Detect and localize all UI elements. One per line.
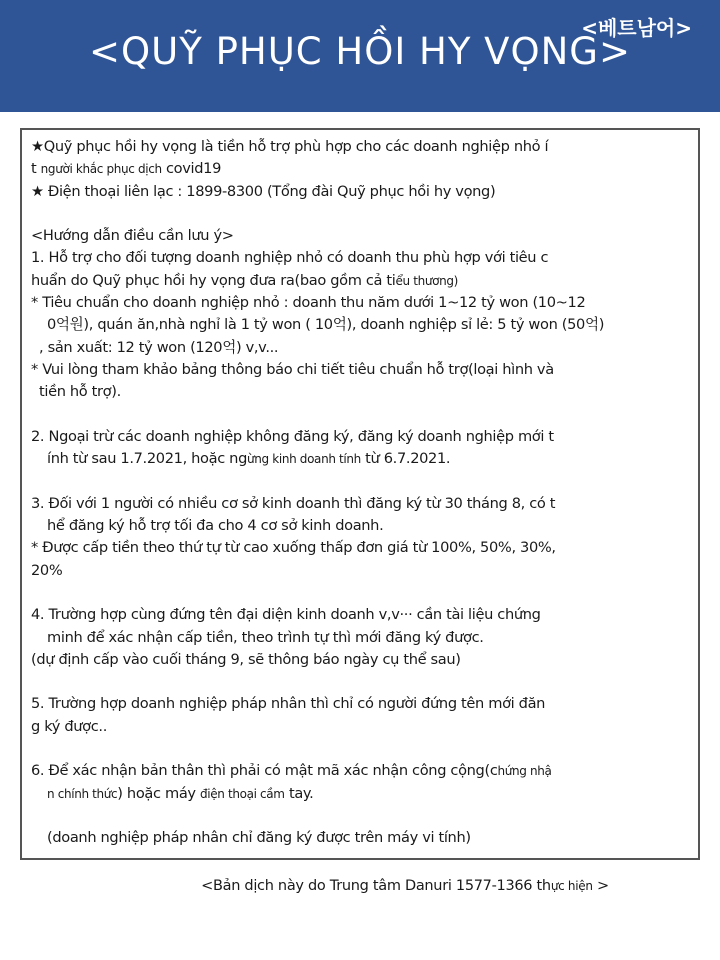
spacer — [31, 203, 690, 225]
item3-line-2: hể đăng ký hỗ trợ tối đa cho 4 cơ sở kinh doanh. — [47, 517, 384, 535]
intro-line-1: ★Quỹ phục hồi hy vọng là tiền hỗ trợ phù hợp cho các doanh nghiệp nhỏ í — [31, 138, 549, 155]
notice-content-box — [20, 128, 700, 860]
intro-line-2-b: người khắc phục dịch — [40, 162, 162, 177]
item4-line-2: minh để xác nhận cấp tiền, theo trình tự thì mới đăng ký được. — [47, 628, 484, 646]
item1-note1-line-3: , sản xuất: 12 tỷ won (120억) v,v... — [39, 338, 279, 356]
item2-line-2-b: ừng kinh doanh tính — [247, 452, 361, 467]
header-banner — [0, 0, 720, 112]
item1-line-1: 1. Hỗ trợ cho đối tượng doanh nghiệp nhỏ có doanh thu phù hợp với tiêu c — [31, 249, 549, 267]
item1-note2-line-1: * Vui lòng tham khảo bảng thông báo chi tiết tiêu chuẩn hỗ trợ(loại hình và — [31, 360, 554, 378]
item5-line-1: 5. Trường hợp doanh nghiệp pháp nhân thì chỉ có người đứng tên mới đăn — [31, 695, 546, 713]
item6-line-2 — [31, 783, 690, 805]
item4-line-1: 4. Trường hợp cùng đứng tên đại diện kinh doanh v,v··· cần tài liệu chứng — [31, 606, 541, 624]
item2-line-2-c: từ 6.7.2021. — [360, 450, 451, 468]
guide-heading: <Hướng dẫn điều cần lưu ý> — [31, 227, 234, 245]
spacer — [31, 738, 690, 760]
item1-line-2 — [31, 270, 690, 292]
item3-note-line-2: 20% — [31, 561, 63, 579]
item6-line-1 — [31, 760, 690, 782]
item3-line-1: 3. Đối với 1 người có nhiều cơ sở kinh doanh thì đăng ký từ 30 tháng 8, có t — [31, 494, 556, 512]
item6-line-1-b: hứng nhậ — [497, 764, 552, 779]
item1-note2-line-2: tiền hỗ trợ). — [39, 383, 121, 401]
item2-line-1: 2. Ngoại trừ các doanh nghiệp không đăng ký, đăng ký doanh nghiệp mới t — [31, 427, 554, 445]
spacer — [31, 470, 690, 492]
translation-credit — [0, 878, 720, 894]
footer-text-c: > — [592, 878, 609, 894]
item6-line-2-b: ) hoặc máy — [117, 784, 200, 802]
item2-line-2 — [31, 448, 690, 470]
intro-line-2-a: t — [31, 160, 41, 178]
intro-line-2-c: covid19 — [161, 160, 222, 178]
item1-note1-line-2: 0억원), quán ăn,nhà nghỉ là 1 tỷ won ( 10억), doanh nghiệp sỉ lẻ: 5 tỷ won (50억) — [47, 316, 605, 334]
footer-text-b: ực hiện — [550, 879, 593, 893]
item5-line-2: g ký được.. — [31, 717, 108, 735]
spacer — [31, 404, 690, 426]
contact-line: ★ Điện thoại liên lạc : 1899-8300 (Tổng đài Quỹ phục hồi hy vọng) — [31, 182, 496, 200]
intro-line-2 — [31, 158, 690, 180]
spacer — [31, 582, 690, 604]
item1-line-2-a: huẩn do Quỹ phục hồi hy vọng đưa ra(bao gồm cả ti — [31, 271, 396, 289]
item6-line-2-c: điện thoại cầm — [200, 786, 285, 801]
item6-line-1-a: 6. Để xác nhận bản thân thì phải có mật mã xác nhận công cộng(c — [31, 762, 498, 780]
footer-text-a: <Bản dịch này do Trung tâm Danuri 1577-1366 th — [201, 878, 551, 894]
item4-line-3: (dự định cấp vào cuối tháng 9, sẽ thông báo ngày cụ thể sau) — [31, 650, 461, 668]
spacer — [31, 805, 690, 827]
spacer — [31, 671, 690, 693]
item1-line-2-b: ểu thương) — [395, 273, 458, 288]
item3-note-line-1: * Được cấp tiền theo thứ tự từ cao xuống thấp đơn giá từ 100%, 50%, 30%, — [31, 539, 556, 557]
item6-line-3: (doanh nghiệp pháp nhân chỉ đăng ký được trên máy vi tính) — [47, 829, 471, 847]
item2-line-2-a: ính từ sau 1.7.2021, hoặc ng — [47, 450, 247, 468]
language-tag: <베트남어> — [581, 16, 692, 40]
page-title: <QUỸ PHỤC HỒI HY VỌNG> — [89, 30, 631, 73]
item1-note1-line-1: * Tiêu chuẩn cho doanh nghiệp nhỏ : doanh thu năm dưới 1~12 tỷ won (10~12 — [31, 294, 586, 312]
item6-line-2-d: tay. — [284, 784, 314, 802]
item6-line-2-a: n chính thức — [47, 786, 118, 801]
